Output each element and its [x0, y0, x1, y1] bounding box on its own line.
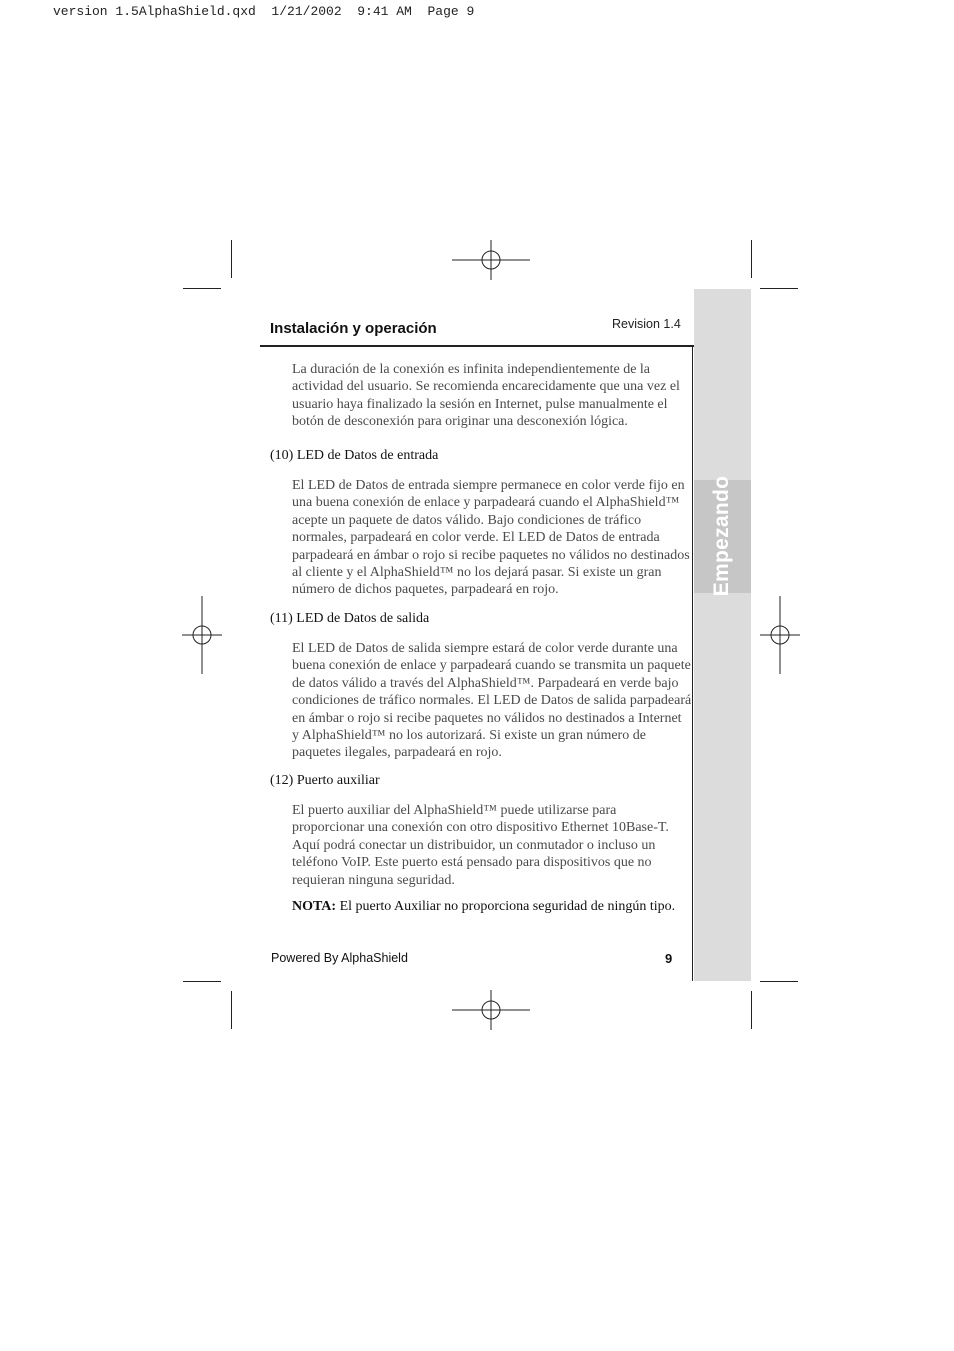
footer-credit: Powered By AlphaShield — [271, 951, 408, 965]
crop-mark — [231, 991, 232, 1029]
intro-paragraph: La duración de la conexión es infinita independientemente de la actividad del usuario. Se recomienda encarecidamente que una vez el usuario haya finalizado la sesión en Internet, pulse manualmente el botón de desconexión para originar una desconexión lógica. — [292, 362, 680, 430]
crop-mark — [760, 288, 798, 289]
crop-mark — [183, 981, 221, 982]
registration-mark-icon — [452, 240, 530, 280]
registration-mark-icon — [182, 596, 222, 674]
note-text: El puerto Auxiliar no proporciona seguridad de ningún tipo. — [336, 899, 676, 914]
note — [292, 899, 692, 915]
section-heading-11: (11) LED de Datos de salida — [270, 611, 430, 626]
crop-mark — [231, 240, 232, 278]
section-body-12: El puerto auxiliar del AlphaShield™ puede utilizarse para proporcionar una conexión con otro dispositivo Ethernet 10Base-T. Aquí podrá conectar un distribuidor, un conmutador o incluso un teléfono VoIP. Este puerto está pensado para dispositivos que no requieran ninguna seguridad. — [292, 803, 669, 888]
crop-mark — [760, 981, 798, 982]
note-label: NOTA: — [292, 899, 337, 914]
crop-mark — [751, 240, 752, 278]
side-tab — [694, 289, 751, 981]
revision-label: Revision 1.4 — [612, 317, 681, 331]
section-heading-10: (10) LED de Datos de entrada — [270, 448, 439, 463]
section-body-11: El LED de Datos de salida siempre estará de color verde durante una buena conexión de enlace y parpadeará cuando se transmita un paquete de datos válido a través del AlphaShield™. Parpadeará en verde bajo condiciones de tráfico normales. El LED de Datos de salida parpadeará en ámbar o rojo si recibe paquetes no válidos no destinados a Internet y AlphaShield™ no los autorizará. Si existe un gran número de paquetes ilegales, parpadeará en rojo. — [292, 641, 692, 761]
crop-mark — [751, 991, 752, 1029]
registration-mark-icon — [452, 990, 530, 1030]
column-rule — [692, 345, 693, 981]
page-number: 9 — [665, 951, 673, 966]
header-rule — [260, 345, 694, 347]
registration-mark-icon — [760, 596, 800, 674]
page-title: Instalación y operación — [270, 320, 437, 337]
section-heading-12: (12) Puerto auxiliar — [270, 773, 380, 788]
side-tab-label: Empezando — [710, 475, 733, 597]
print-slug: version 1.5AlphaShield.qxd 1/21/2002 9:41 AM Page 9 — [53, 4, 475, 19]
crop-mark — [183, 288, 221, 289]
section-body-10: El LED de Datos de entrada siempre permanece en color verde fijo en una buena conexión de enlace y parpadeará cuando el AlphaShield™ acepte un paquete de datos válido. Bajo condiciones de tráfico normales, parpadeará en color verde. El LED de Datos de entrada parpadeará en ámbar o rojo si recibe paquetes no válidos no destinados al cliente y el AlphaShield™ no los dejará pasar. Si existe un gran número de dichos paquetes, parpadeará en rojo. — [292, 478, 690, 598]
